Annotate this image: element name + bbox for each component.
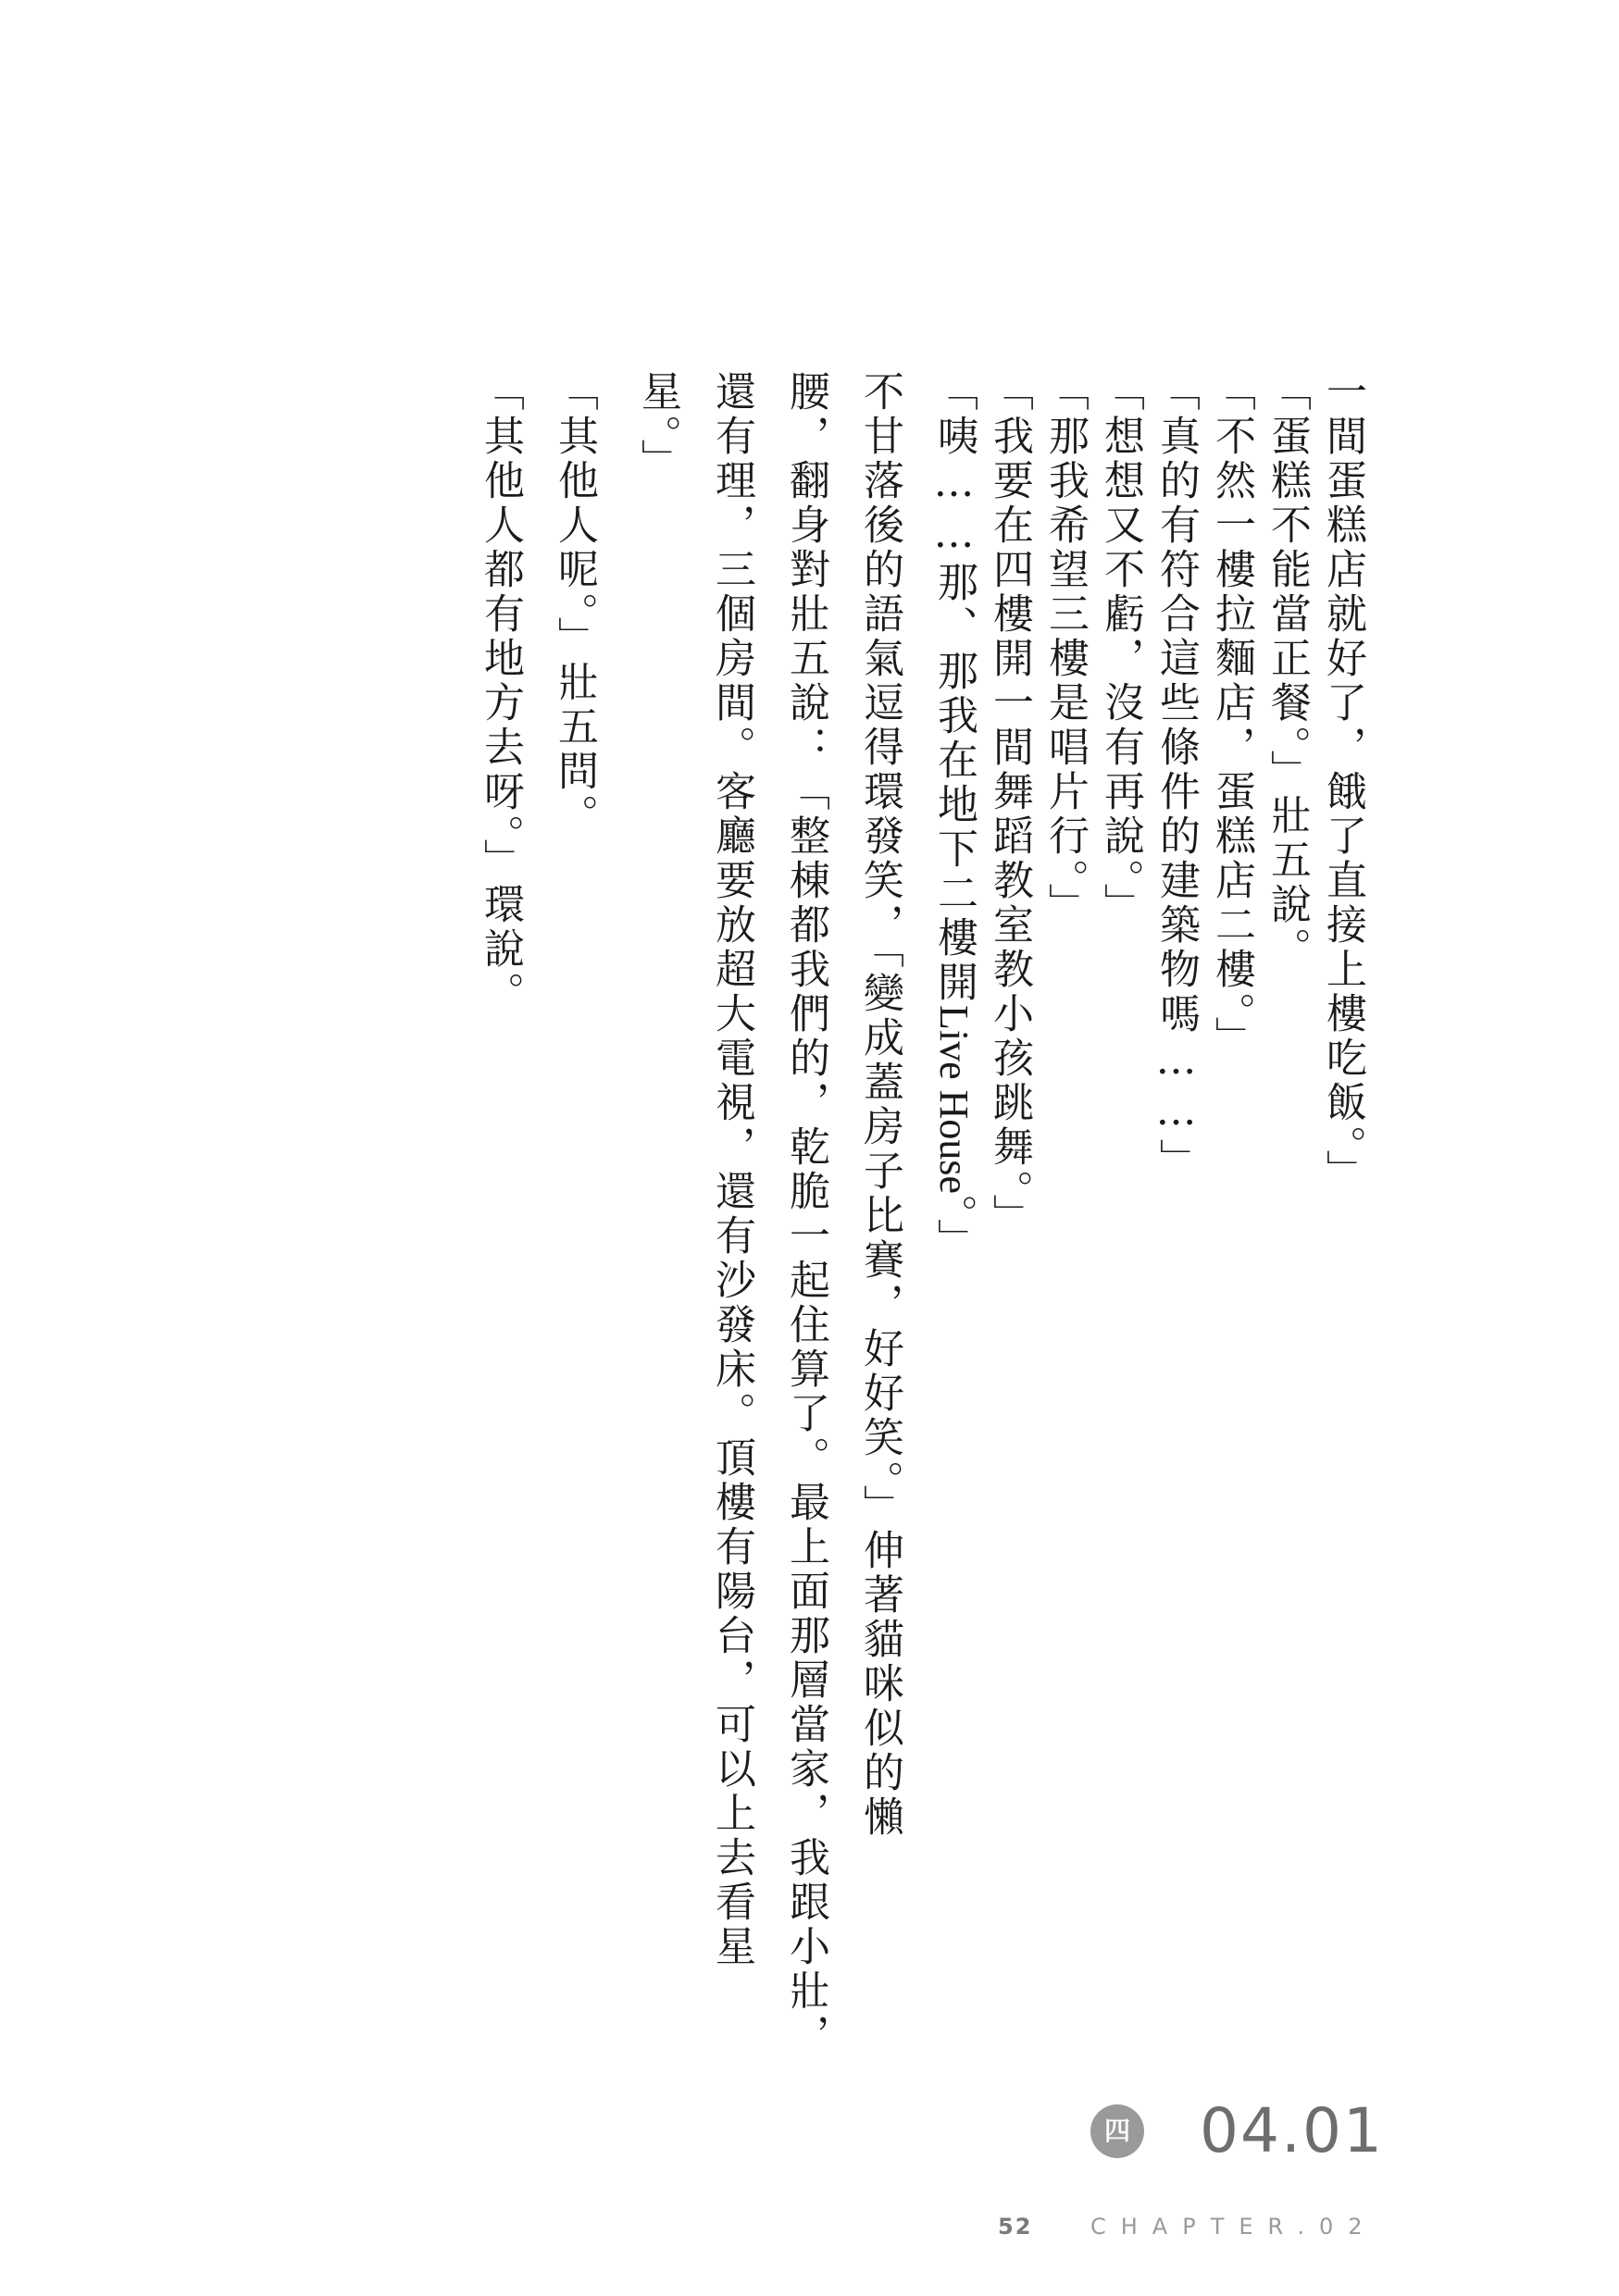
text-column-4: 「真的有符合這些條件的建築物嗎……」 (1152, 370, 1200, 1183)
text-column-1: 一間蛋糕店就好了，餓了直接上樓吃飯。」 (1319, 370, 1366, 1194)
text-column-11: 還有理，三個房間。客廳要放超大電視，還有沙發床。頂樓有陽台，可以上去看星 (708, 370, 755, 1969)
text-column-7: 「我要在四樓開一間舞蹈教室教小孩跳舞。」 (986, 370, 1033, 1238)
chapter-heading (1090, 2095, 1387, 2175)
vertical-text-block (231, 370, 1370, 2058)
page-number: 52 (998, 2214, 1033, 2240)
chapter-label: CHAPTER.02 (1090, 2214, 1377, 2240)
chapter-number: 04.01 (1200, 2095, 1384, 2166)
chapter-badge: 四 (1090, 2104, 1144, 2158)
text-column-3: 「不然一樓拉麵店，蛋糕店二樓。」 (1208, 370, 1255, 1061)
text-column-12: 星。」 (634, 370, 681, 483)
text-column-14: 「其他人都有地方去呀。」環說。 (477, 370, 524, 1016)
text-column-10: 腰，翻身對壯五說：「整棟都我們的，乾脆一起住算了。最上面那層當家，我跟小壯， (782, 370, 829, 2058)
text-column-8-latin: Live House (931, 1005, 977, 1195)
text-column-9: 不甘落後的語氣逗得環發笑，「變成蓋房子比賽，好好笑。」伸著貓咪似的懶 (856, 370, 903, 1840)
text-column-2: 「蛋糕不能當正餐。」壯五說。 (1264, 370, 1311, 972)
text-column-6: 「那我希望三樓是唱片行。」 (1041, 370, 1089, 927)
text-column-5: 「想想又不虧，沒有再說。」 (1097, 370, 1144, 927)
text-column-8-part-1: 「咦……那、那我在地下二樓開 (930, 370, 978, 1005)
text-column-13: 「其他人呢。」壯五問。 (551, 370, 598, 838)
text-column-8 (926, 370, 981, 1962)
text-column-8-part-2: 。」 (930, 1194, 978, 1263)
